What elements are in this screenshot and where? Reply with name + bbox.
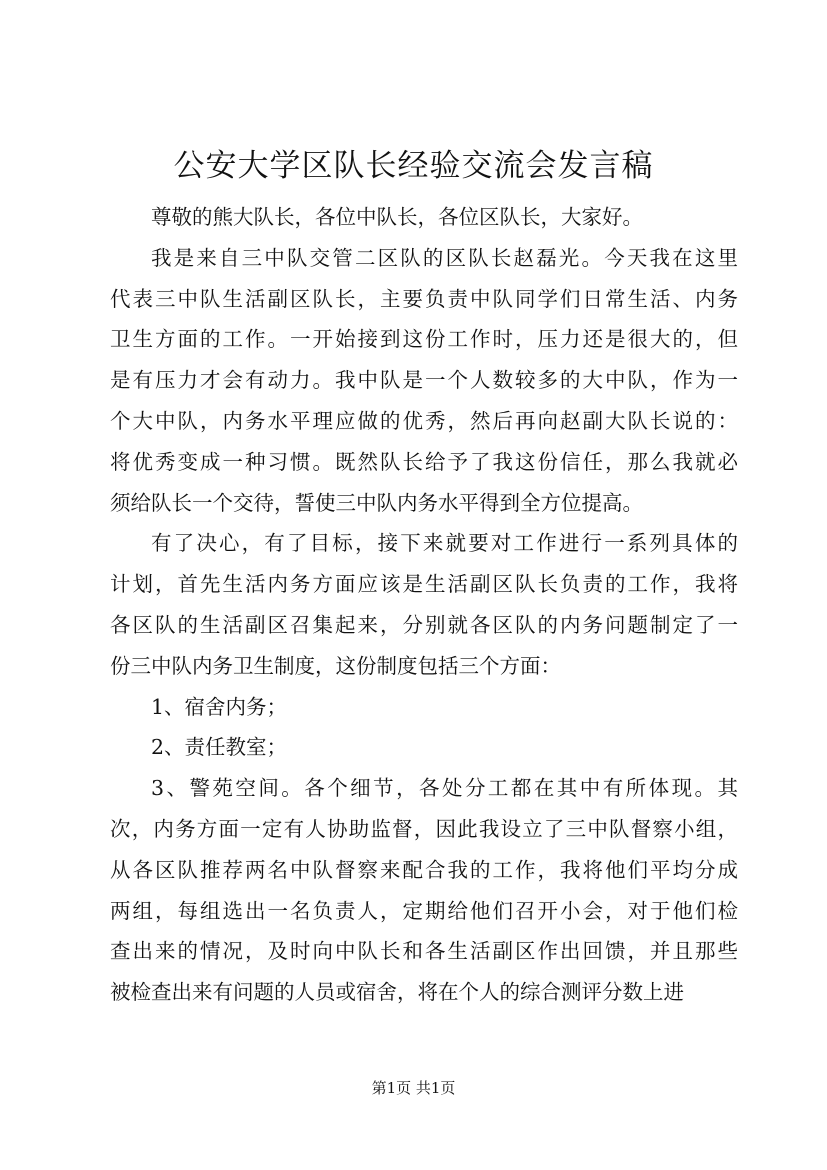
text-line: 2、责任教室； xyxy=(151,735,288,760)
document-title: 公安大学区队长经验交流会发言稿 xyxy=(173,148,654,184)
text-line: 有了决心，有了目标，接下来就要对工作进行一系列具体的 xyxy=(151,531,738,556)
paragraph xyxy=(110,727,738,768)
paragraph xyxy=(110,238,738,524)
text-line: 次，内务方面一定有人协助监督，因此我设立了三中队督察小组， xyxy=(110,816,738,841)
text-line: 两组，每组选出一名负责人，定期给他们召开小会，对于他们检 xyxy=(110,898,738,923)
text-line: 我是来自三中队交管二区队的区队长赵磊光。今天我在这里 xyxy=(151,245,738,270)
text-line: 个大中队，内务水平理应做的优秀，然后再向赵副大队长说的： xyxy=(110,408,738,433)
paragraph xyxy=(110,768,738,1013)
document-body xyxy=(110,197,738,1013)
page-footer: 第1页 共1页 xyxy=(371,1079,456,1097)
text-line: 从各区队推荐两名中队督察来配合我的工作，我将他们平均分成 xyxy=(110,857,738,882)
text-line: 是有压力才会有动力。我中队是一个人数较多的大中队，作为一 xyxy=(110,368,738,393)
text-line: 计划，首先生活内务方面应该是生活副区队长负责的工作，我将 xyxy=(110,572,738,597)
text-line: 卫生方面的工作。一开始接到这份工作时，压力还是很大的，但 xyxy=(110,327,738,352)
paragraph xyxy=(110,197,738,238)
text-line: 将优秀变成一种习惯。既然队长给予了我这份信任，那么我就必 xyxy=(110,449,738,474)
text-line: 份三中队内务卫生制度，这份制度包括三个方面： xyxy=(110,653,561,678)
text-line: 查出来的情况，及时向中队长和各生活副区作出回馈，并且那些 xyxy=(110,939,738,964)
text-line: 各区队的生活副区召集起来，分别就各区队的内务问题制定了一 xyxy=(110,612,738,637)
paragraph xyxy=(110,687,738,728)
text-line: 代表三中队生活副区队长，主要负责中队同学们日常生活、内务 xyxy=(110,286,738,311)
text-line: 被检查出来有问题的人员或宿舍，将在个人的综合测评分数上进 xyxy=(110,980,684,1005)
text-line: 须给队长一个交待，誓使三中队内务水平得到全方位提高。 xyxy=(110,490,643,515)
text-line: 1、宿舍内务； xyxy=(151,694,288,719)
text-line: 3、警苑空间。各个细节，各处分工都在其中有所体现。其 xyxy=(151,776,738,801)
paragraph xyxy=(110,523,738,686)
text-line: 尊敬的熊大队长，各位中队长，各位区队长，大家好。 xyxy=(151,205,643,229)
